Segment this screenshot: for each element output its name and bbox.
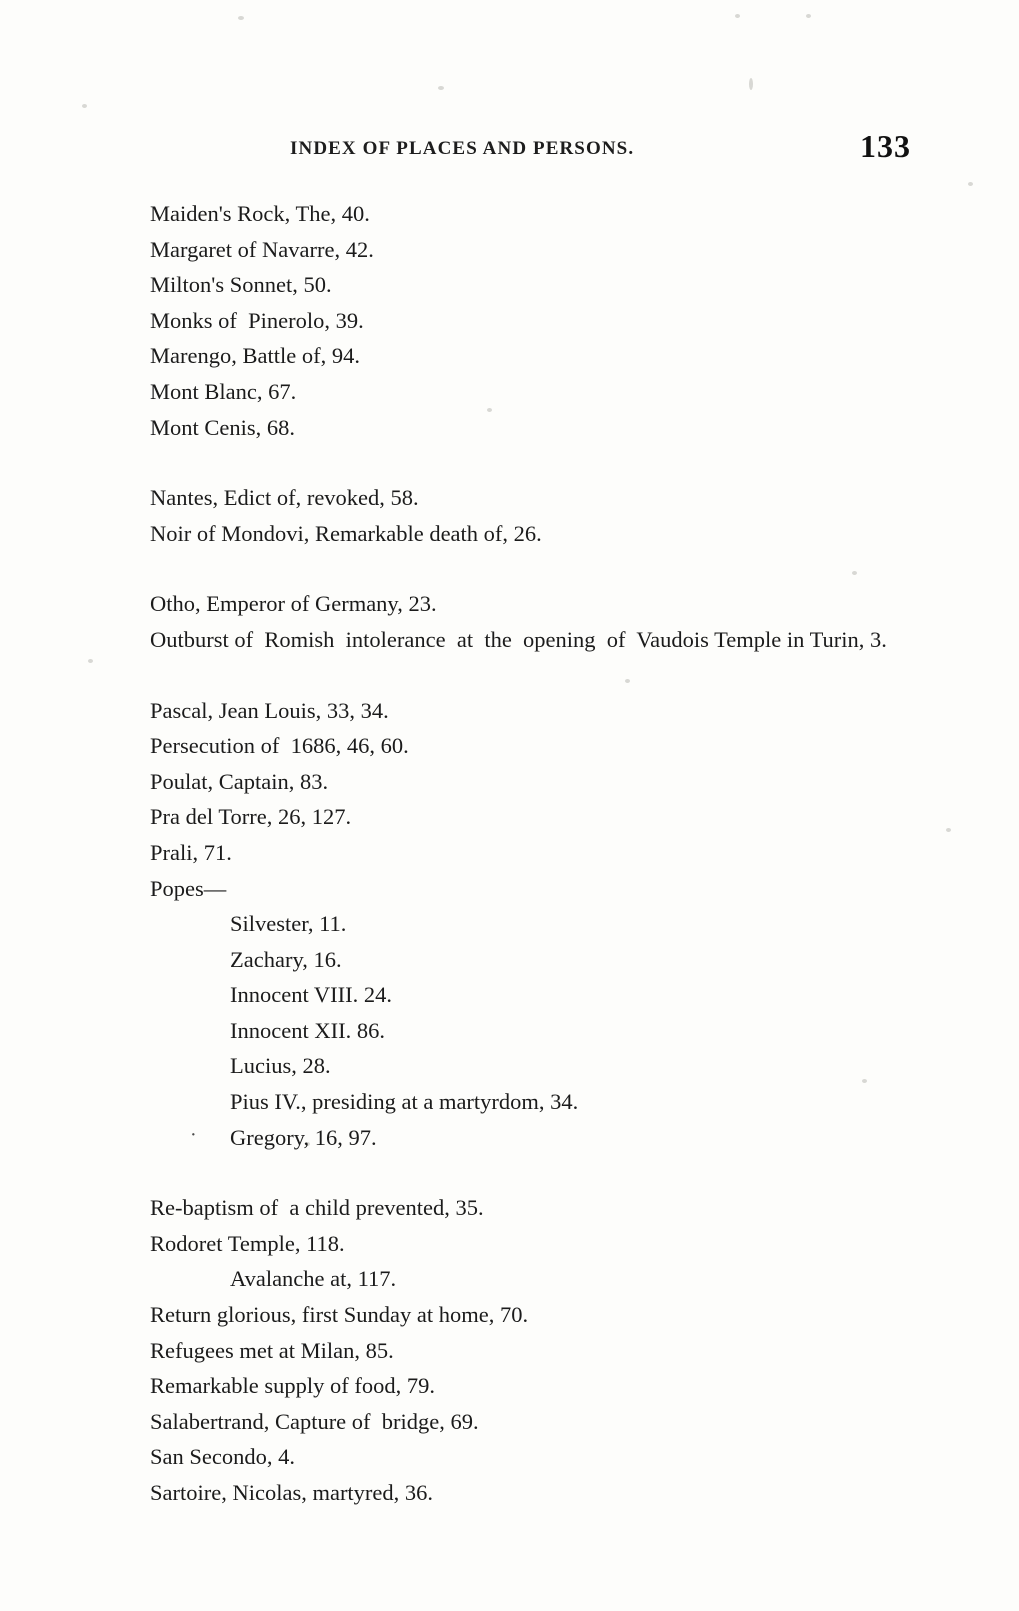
page-header [0, 128, 1019, 174]
index-entry: Remarkable supply of food, 79. [150, 1373, 435, 1399]
running-head: INDEX OF PLACES AND PERSONS. [290, 138, 635, 159]
group-separator [150, 445, 920, 480]
scan-speck [438, 86, 444, 90]
index-subentry: Zachary, 16. [230, 946, 342, 972]
scan-speck [88, 659, 93, 663]
index-entry: Return glorious, first Sunday at home, 70. [150, 1302, 529, 1328]
index-group-n [150, 480, 920, 551]
index-subentry: Lucius, 28. [230, 1053, 331, 1079]
index-entry: Pra del Torre, 26, 127. [150, 804, 352, 830]
page-number: 133 [860, 128, 911, 164]
index-entry: Maiden's Rock, The, 40. [150, 201, 370, 226]
index-entry: San Secondo, 4. [150, 1444, 295, 1470]
index-subentry: Avalanche at, 117. [230, 1266, 397, 1292]
index-entry: Poulat, Captain, 83. [150, 768, 329, 794]
scan-speck [749, 78, 753, 90]
index-group-m [150, 196, 920, 445]
index-entry: Re-baptism of a child prevented, 35. [150, 1195, 484, 1221]
scan-speck [806, 14, 811, 18]
index-entry: Marengo, Battle of, 94. [150, 343, 360, 369]
index-entry: Nantes, Edict of, revoked, 58. [150, 485, 419, 511]
scan-speck [82, 104, 87, 108]
index-entry: Otho, Emperor of Germany, 23. [150, 591, 437, 617]
index-entry: Pascal, Jean Louis, 33, 34. [150, 697, 389, 723]
index-entry: Salabertrand, Capture of bridge, 69. [150, 1408, 479, 1434]
index-subentry: Innocent VIII. 24. [230, 982, 393, 1008]
group-separator [150, 551, 920, 586]
index-entry: Prali, 71. [150, 839, 232, 865]
index-subentry: Silvester, 11. [230, 911, 347, 937]
index-entry: Margaret of Navarre, 42. [150, 236, 374, 262]
index-entry: Milton's Sonnet, 50. [150, 272, 332, 298]
group-separator [150, 1155, 920, 1190]
index-group-rs [150, 1190, 920, 1510]
index-entry: Monks of Pinerolo, 39. [150, 307, 364, 333]
index-entry: Mont Blanc, 67. [150, 378, 297, 404]
index-subentry: Innocent XII. 86. [230, 1017, 385, 1043]
index-entry: Persecution of 1686, 46, 60. [150, 733, 409, 759]
index-body [150, 196, 920, 1511]
index-entry-wrapped: Outburst of Romish intolerance at the opening of Vaudois Temple in Turin, 3. [150, 626, 887, 652]
index-entry: Noir of Mondovi, Remarkable death of, 26. [150, 520, 542, 546]
index-subentry: Pius IV., presiding at a martyrdom, 34. [230, 1089, 579, 1115]
index-group-o [150, 586, 920, 657]
group-separator [150, 658, 920, 693]
index-entry: Sartoire, Nicolas, martyred, 36. [150, 1480, 434, 1505]
index-group-p [150, 693, 920, 1156]
scan-speck [238, 16, 244, 20]
scan-speck [968, 182, 973, 186]
index-entry: Mont Cenis, 68. [150, 414, 296, 440]
index-entry: Refugees met at Milan, 85. [150, 1337, 394, 1363]
index-subentry: · Gregory, 16, 97. [150, 1120, 920, 1156]
index-entry: Rodoret Temple, 118. [150, 1230, 345, 1256]
index-entry-heading: Popes— [150, 875, 227, 901]
scan-speck [735, 14, 740, 18]
scan-speck [946, 828, 951, 832]
